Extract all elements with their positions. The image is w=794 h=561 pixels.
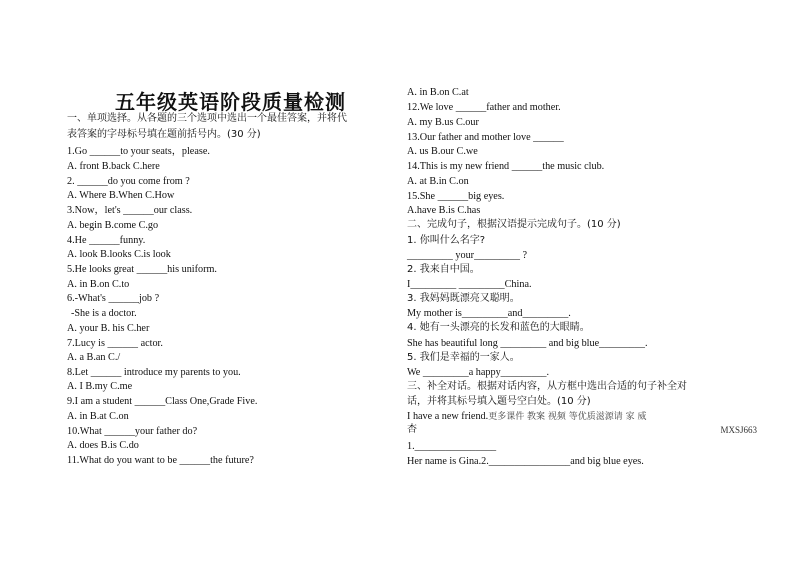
- question-15-options: A.have B.is C.has: [407, 205, 481, 216]
- question-1: 1.Go ______to your seats，please.: [67, 146, 210, 157]
- question-8-options: A. I B.my C.me: [67, 381, 133, 392]
- watermark-ad-text: 更多课件 教案 视频 等优质滋源请 家 威: [488, 412, 647, 422]
- sentence-3-chinese: 3. 我妈妈既漂亮又聪明。: [407, 293, 520, 304]
- question-5-options: A. in B.on C.to: [67, 279, 130, 290]
- dialogue-line-2: Her name is Gina.2.________________and big blue eyes.: [407, 456, 644, 467]
- question-12-options: A. my B.us C.our: [407, 117, 479, 128]
- question-6-options: A. your B. his C.her: [67, 323, 150, 334]
- question-3-options: A. begin B.come C.go: [67, 220, 159, 231]
- question-10: 10.What ______your father do?: [67, 426, 198, 437]
- dialogue-text: I have a new friend.: [407, 411, 489, 422]
- sentence-5-chinese: 5. 我们是幸福的一家人。: [407, 352, 520, 363]
- section-one-instruction-cont: 表答案的字母标号填在题前括号内。(30 分): [67, 129, 261, 140]
- question-13: 13.Our father and mother love ______: [407, 132, 564, 143]
- question-5: 5.He looks great ______his uniform.: [67, 264, 217, 275]
- question-7: 7.Lucy is ______ actor.: [67, 338, 163, 349]
- dialogue-blank-1: 1.________________: [407, 441, 497, 452]
- question-1-options: A. front B.back C.here: [67, 161, 160, 172]
- question-7-options: A. a B.an C./: [67, 352, 121, 363]
- question-3: 3.Now，let's ______our class.: [67, 205, 193, 216]
- question-8: 8.Let ______ introduce my parents to you.: [67, 367, 241, 378]
- sentence-4-english: She has beautiful long _________ and big blue_________.: [407, 338, 648, 349]
- question-14: 14.This is my new friend ______the music club.: [407, 161, 605, 172]
- question-4-options: A. look B.looks C.is look: [67, 249, 171, 260]
- question-14-options: A. at B.in C.on: [407, 176, 469, 187]
- watermark-ad-text-cont: 杏: [407, 424, 417, 435]
- section-three-instruction: 三、补全对话。根据对话内容，从方框中选出合适的句子补全对: [407, 381, 687, 392]
- page-title: 五年级英语阶段质量检测: [115, 90, 346, 114]
- question-2: 2. ______do you come from ?: [67, 176, 190, 187]
- question-11-options: A. in B.on C.at: [407, 87, 469, 98]
- sentence-2-chinese: 2. 我来自中国。: [407, 264, 480, 275]
- question-13-options: A. us B.our C.we: [407, 146, 478, 157]
- sentence-3-english: My mother is_________and_________.: [407, 308, 571, 319]
- sentence-1-chinese: 1. 你叫什么名字?: [407, 235, 486, 246]
- section-one-instruction: 一、单项选择。从各题的三个选项中选出一个最佳答案，并将代: [67, 113, 347, 124]
- question-12: 12.We love ______father and mother.: [407, 102, 561, 113]
- sentence-5-english: We _________a happy_________.: [407, 367, 550, 378]
- question-6: 6.-What's ______job ?: [67, 293, 160, 304]
- sentence-2-english: I_________ _________China.: [407, 279, 532, 290]
- question-2-options: A. Where B.When C.How: [67, 190, 175, 201]
- section-three-instruction-cont: 话，并将其标号填入题号空白处。(10 分): [407, 396, 591, 407]
- question-10-options: A. does B.is C.do: [67, 440, 139, 451]
- sentence-1-english: _________ your_________ ?: [407, 250, 527, 261]
- question-4: 4.He ______funny.: [67, 235, 146, 246]
- question-9: 9.I am a student ______Class One,Grade Five.: [67, 396, 258, 407]
- dialogue-line-intro: [407, 410, 647, 424]
- question-6-answer-line: -She is a doctor.: [71, 308, 137, 319]
- watermark-code: MXSJ663: [720, 425, 757, 435]
- section-two-instruction: 二、完成句子，根据汉语提示完成句子。(10 分): [407, 219, 621, 230]
- question-9-options: A. in B.at C.on: [67, 411, 129, 422]
- question-11: 11.What do you want to be ______the future?: [67, 455, 254, 466]
- sentence-4-chinese: 4. 她有一头漂亮的长发和蓝色的大眼睛。: [407, 322, 590, 333]
- question-15: 15.She ______big eyes.: [407, 191, 505, 202]
